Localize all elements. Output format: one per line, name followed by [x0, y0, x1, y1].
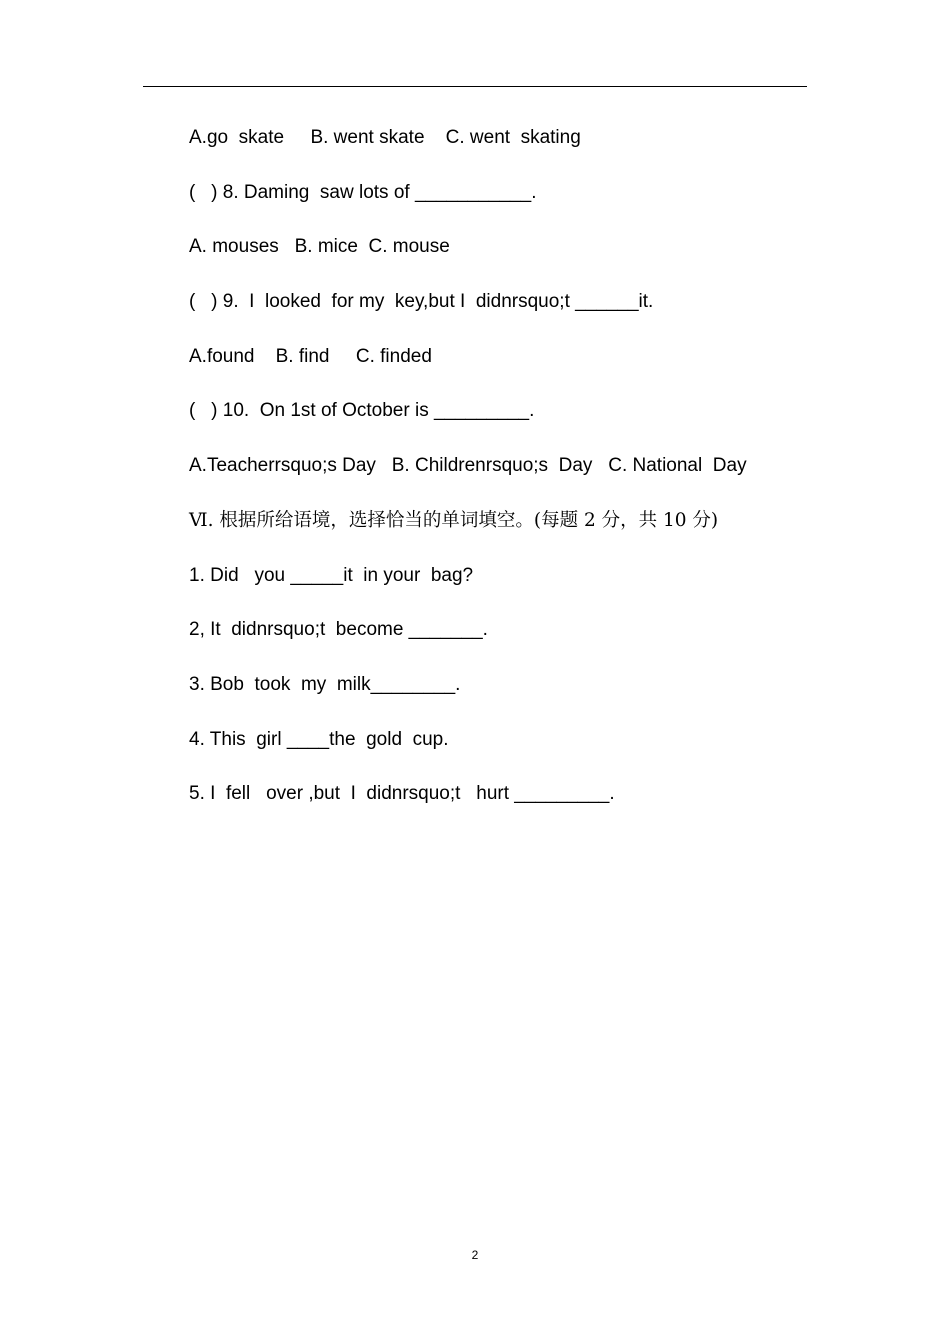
header-rule: [143, 86, 807, 87]
question-9: ( ) 9. I looked for my key,but I didnrsquo;t ______it.: [189, 291, 654, 313]
question-8: ( ) 8. Daming saw lots of ___________.: [189, 181, 537, 203]
page-number: 2: [471, 1248, 479, 1262]
fill-blank-2: 2, It didnrsquo;t become _______.: [189, 619, 488, 641]
question-10-options: A.Teacherrsquo;s Day B. Childrenrsquo;s Day C. National Day: [189, 455, 747, 477]
question-9-options: A.found B. find C. finded: [189, 345, 432, 367]
question-10: ( ) 10. On 1st of October is _________.: [189, 400, 535, 422]
fill-blank-3: 3. Bob took my milk________.: [189, 673, 461, 695]
fill-blank-1: 1. Did you _____it in your bag?: [189, 564, 474, 586]
question-7-options: A.go skate B. went skate C. went skating: [189, 127, 581, 148]
question-8-options: A. mouses B. mice C. mouse: [189, 236, 450, 258]
section-6-heading: Ⅵ. 根据所给语境，选择恰当的单词填空。(每题 2 分，共 10 分): [189, 509, 719, 531]
fill-blank-5: 5. I fell over ,but I didnrsquo;t hurt _________.: [189, 783, 615, 805]
document-body: [189, 124, 829, 835]
fill-blank-4: 4. This girl ____the gold cup.: [189, 728, 449, 750]
